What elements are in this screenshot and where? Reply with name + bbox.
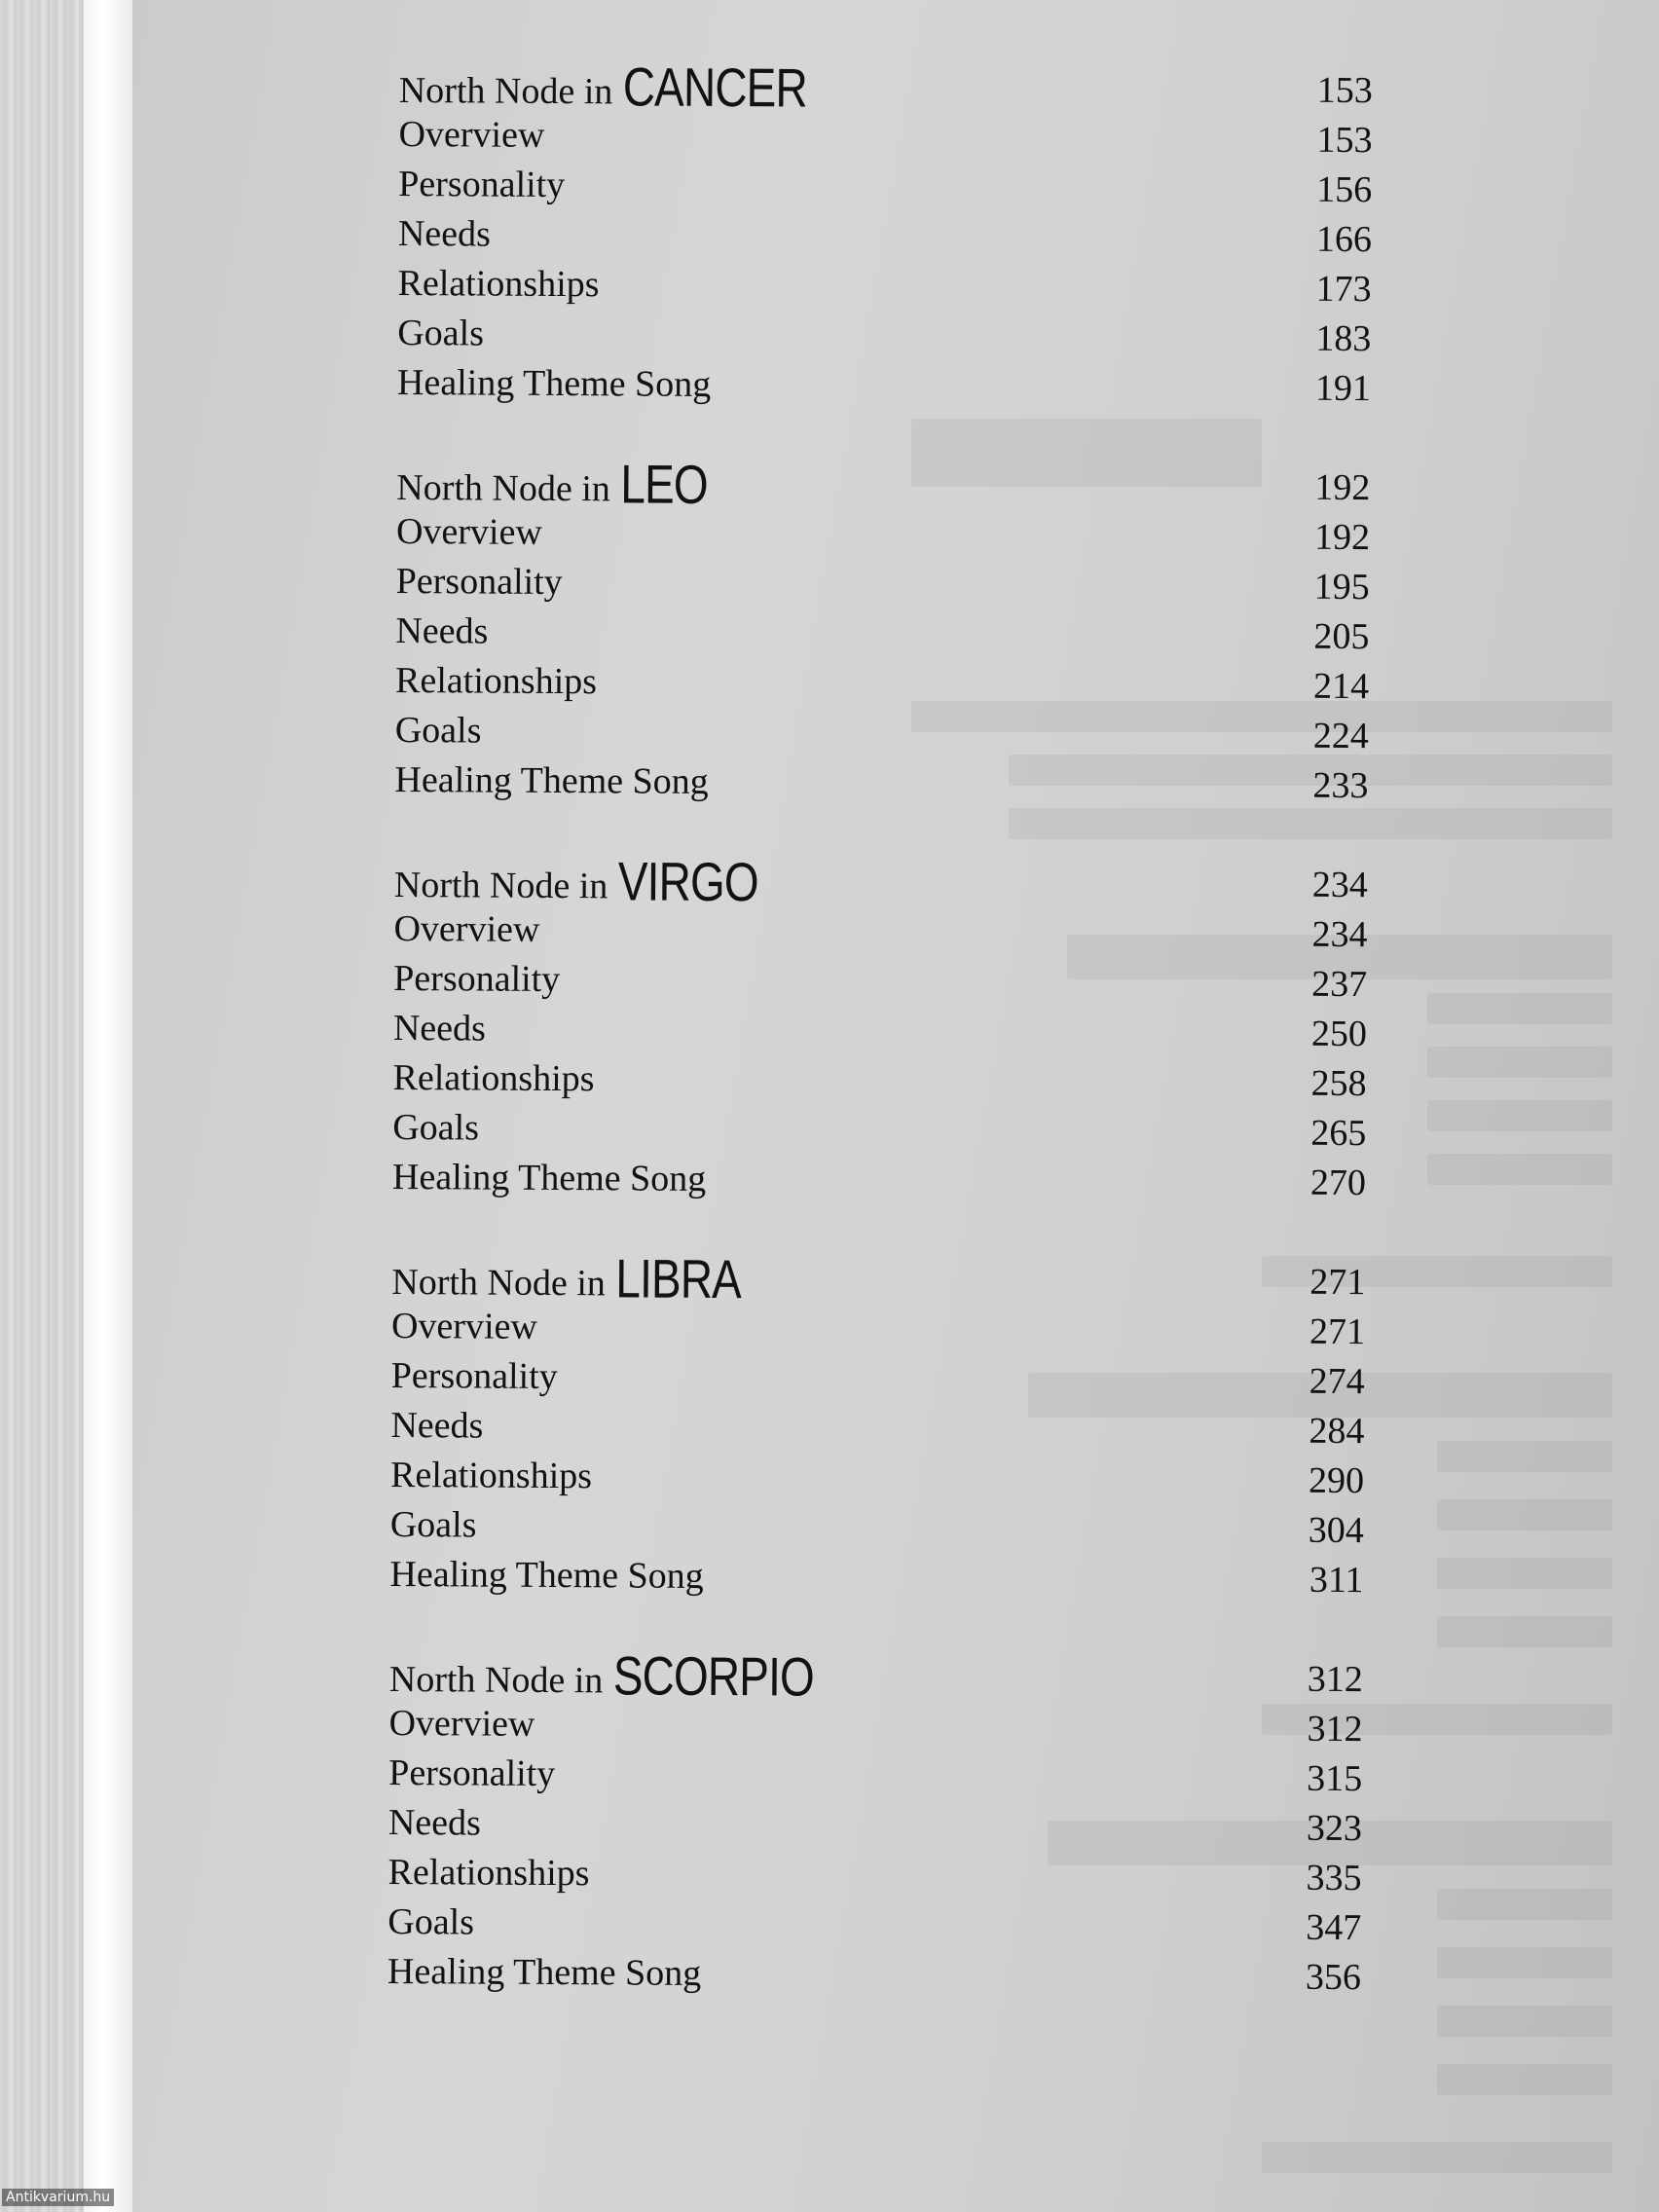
entry-label: Goals bbox=[392, 1106, 480, 1149]
show-through-mark bbox=[1437, 2006, 1612, 2037]
toc-entry bbox=[392, 1103, 1366, 1159]
toc-entry bbox=[388, 1749, 1362, 1804]
show-through-mark bbox=[1427, 1154, 1612, 1185]
heading-prefix: North Node in bbox=[391, 1261, 606, 1305]
background-surface bbox=[0, 0, 90, 2212]
toc-entry bbox=[397, 259, 1371, 314]
toc-entry bbox=[393, 1004, 1367, 1059]
entry-label: Personality bbox=[398, 163, 566, 206]
toc-entry bbox=[390, 1451, 1364, 1506]
toc-entry bbox=[395, 607, 1369, 662]
page-number: 191 bbox=[1314, 367, 1372, 410]
zodiac-sign: CANCER bbox=[622, 55, 807, 119]
page-number: 153 bbox=[1316, 119, 1373, 162]
toc-entry bbox=[395, 706, 1369, 761]
heading-prefix: North Node in bbox=[388, 1658, 604, 1702]
show-through-mark bbox=[1262, 2142, 1612, 2173]
page-number: 234 bbox=[1311, 864, 1368, 906]
entry-label: Goals bbox=[389, 1503, 477, 1546]
toc-entry bbox=[397, 358, 1371, 414]
toc-entry bbox=[391, 1302, 1365, 1357]
section-heading bbox=[388, 1644, 1363, 1708]
entry-label: Personality bbox=[388, 1751, 556, 1795]
toc-section-cancer bbox=[396, 55, 1373, 414]
entry-label: Goals bbox=[394, 709, 482, 752]
toc-entry bbox=[391, 1351, 1365, 1407]
page-number: 270 bbox=[1309, 1161, 1367, 1204]
entry-label: Goals bbox=[397, 312, 485, 354]
page-number: 156 bbox=[1316, 168, 1373, 211]
toc-entry bbox=[390, 1500, 1364, 1556]
entry-label: Needs bbox=[387, 1801, 482, 1844]
entry-label: Personality bbox=[393, 957, 561, 1001]
show-through-mark bbox=[1437, 1616, 1612, 1647]
page-edges bbox=[84, 0, 133, 2212]
page-number: 234 bbox=[1311, 913, 1368, 956]
entry-label: Overview bbox=[390, 1305, 538, 1347]
entry-label: Overview bbox=[398, 113, 545, 156]
toc-entry bbox=[393, 904, 1367, 960]
page-number: 183 bbox=[1315, 317, 1372, 360]
page-number: 192 bbox=[1313, 516, 1371, 559]
page-number: 195 bbox=[1313, 566, 1370, 608]
heading-prefix: North Node in bbox=[393, 864, 608, 907]
zodiac-sign: SCORPIO bbox=[612, 1644, 814, 1708]
show-through-mark bbox=[1427, 1047, 1612, 1078]
page-number: 335 bbox=[1306, 1857, 1362, 1899]
entry-label: Overview bbox=[393, 907, 540, 950]
page-number: 284 bbox=[1309, 1410, 1365, 1453]
section-heading bbox=[396, 453, 1371, 515]
page-number: 258 bbox=[1310, 1062, 1367, 1105]
section-heading bbox=[393, 850, 1368, 913]
page-number: 323 bbox=[1306, 1807, 1363, 1850]
toc-entry bbox=[388, 1798, 1362, 1854]
heading-label bbox=[396, 453, 726, 515]
entry-label: Relationships bbox=[392, 1056, 595, 1100]
section-heading bbox=[398, 55, 1373, 119]
page-number: 265 bbox=[1310, 1112, 1367, 1155]
entry-label: Needs bbox=[390, 1404, 484, 1447]
zodiac-sign: LIBRA bbox=[614, 1247, 741, 1310]
toc-entry bbox=[387, 1848, 1361, 1903]
page-number: 290 bbox=[1308, 1459, 1365, 1502]
show-through-mark bbox=[1437, 1947, 1612, 1978]
heading-prefix: North Node in bbox=[396, 466, 610, 510]
entry-label: Relationships bbox=[394, 659, 598, 703]
page-number: 153 bbox=[1316, 69, 1373, 112]
page-number: 274 bbox=[1309, 1360, 1365, 1403]
toc-entry bbox=[398, 110, 1372, 166]
page-number: 356 bbox=[1305, 1956, 1362, 1999]
page-number: 237 bbox=[1311, 963, 1368, 1006]
page-number: 192 bbox=[1314, 466, 1371, 509]
entry-label: Healing Theme Song bbox=[394, 758, 709, 802]
show-through-mark bbox=[1437, 1441, 1612, 1472]
entry-label: Overview bbox=[388, 1702, 535, 1745]
show-through-mark bbox=[1437, 1889, 1612, 1920]
entry-label: Needs bbox=[397, 212, 492, 255]
heading-prefix: North Node in bbox=[398, 69, 613, 113]
toc-entry bbox=[387, 1947, 1361, 2003]
page-number: 205 bbox=[1313, 615, 1370, 658]
table-of-contents bbox=[387, 55, 1373, 2052]
page-number: 271 bbox=[1309, 1261, 1366, 1304]
toc-entry bbox=[395, 656, 1369, 712]
show-through-mark bbox=[1437, 1558, 1612, 1589]
entry-label: Healing Theme Song bbox=[391, 1156, 707, 1199]
page-number: 347 bbox=[1306, 1906, 1362, 1949]
page-number: 166 bbox=[1315, 218, 1373, 261]
show-through-mark bbox=[1437, 1499, 1612, 1530]
page-number: 250 bbox=[1310, 1013, 1368, 1055]
toc-entry bbox=[390, 1401, 1364, 1456]
toc-section-virgo bbox=[391, 850, 1368, 1208]
toc-entry bbox=[387, 1898, 1361, 1953]
entry-label: Needs bbox=[395, 609, 489, 652]
toc-entry bbox=[398, 209, 1372, 265]
show-through-mark bbox=[1427, 1100, 1612, 1131]
entry-label: Healing Theme Song bbox=[387, 1950, 702, 1994]
toc-section-libra bbox=[389, 1247, 1366, 1605]
toc-entry bbox=[389, 1550, 1363, 1605]
toc-entry bbox=[394, 756, 1368, 811]
watermark: Antikvarium.hu bbox=[2, 2189, 114, 2206]
entry-label: Goals bbox=[387, 1900, 475, 1943]
toc-section-leo bbox=[394, 453, 1371, 811]
entry-label: Needs bbox=[392, 1007, 487, 1050]
toc-entry bbox=[392, 1153, 1366, 1208]
toc-entry bbox=[396, 507, 1370, 563]
toc-entry bbox=[396, 557, 1370, 612]
page-number: 315 bbox=[1307, 1757, 1363, 1800]
page-number: 233 bbox=[1312, 764, 1369, 807]
page-number: 173 bbox=[1315, 268, 1372, 311]
entry-label: Healing Theme Song bbox=[396, 361, 712, 405]
page-number: 271 bbox=[1309, 1310, 1366, 1353]
page-number: 312 bbox=[1307, 1708, 1363, 1751]
entry-label: Overview bbox=[395, 510, 543, 553]
entry-label: Relationships bbox=[397, 262, 600, 306]
toc-entry bbox=[388, 1699, 1362, 1754]
show-through-mark bbox=[1437, 2064, 1612, 2095]
page-number: 224 bbox=[1312, 715, 1369, 757]
page-number: 304 bbox=[1308, 1509, 1364, 1552]
toc-entry bbox=[392, 1053, 1366, 1109]
zodiac-sign: VIRGO bbox=[617, 850, 758, 913]
zodiac-sign: LEO bbox=[619, 453, 708, 515]
toc-section-scorpio bbox=[387, 1644, 1363, 2003]
entry-label: Healing Theme Song bbox=[389, 1553, 704, 1597]
page-number: 311 bbox=[1309, 1559, 1364, 1602]
toc-entry bbox=[398, 160, 1372, 215]
toc-entry bbox=[397, 309, 1371, 364]
entry-label: Relationships bbox=[387, 1851, 590, 1895]
show-through-mark bbox=[1427, 993, 1612, 1024]
section-heading bbox=[391, 1247, 1366, 1310]
entry-label: Relationships bbox=[389, 1454, 593, 1497]
page-number: 312 bbox=[1307, 1658, 1363, 1701]
toc-entry bbox=[393, 954, 1367, 1010]
entry-label: Personality bbox=[395, 560, 563, 604]
page-number: 214 bbox=[1312, 665, 1370, 708]
entry-label: Personality bbox=[390, 1354, 558, 1398]
